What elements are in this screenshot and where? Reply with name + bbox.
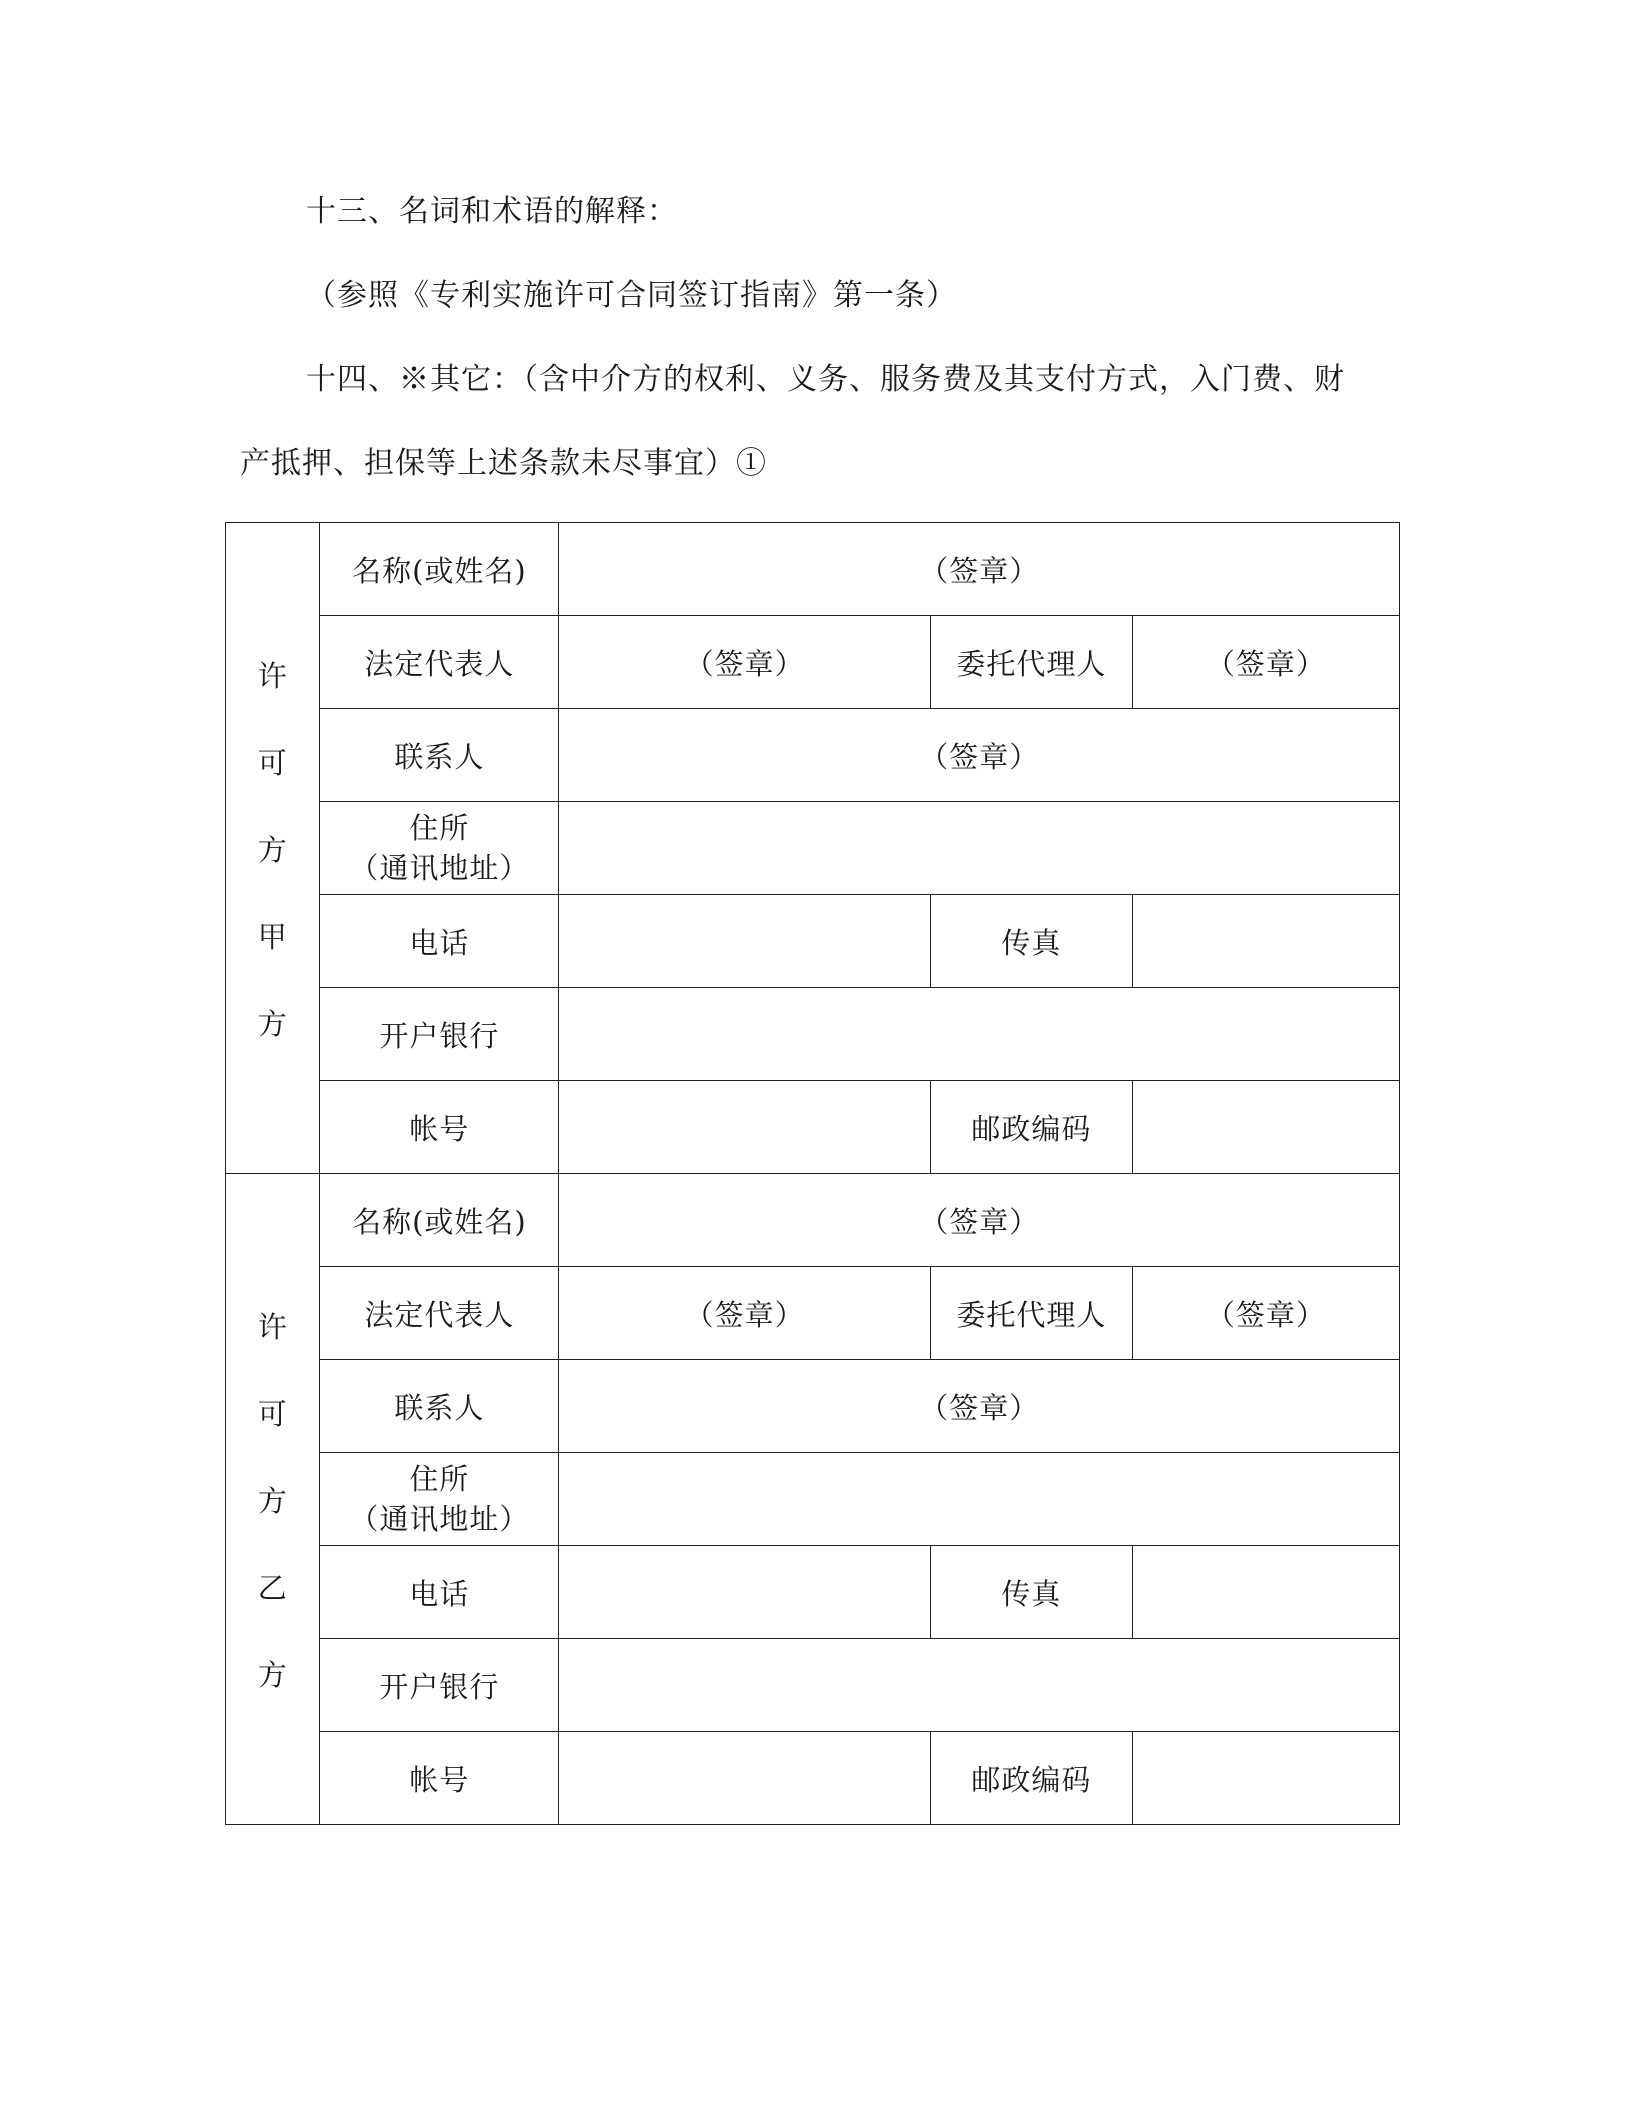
clause-14-line-1: 十四、※其它：（含中介方的权利、义务、服务费及其支付方式，入门费、财	[306, 362, 1345, 397]
agent-label: 委托代理人	[930, 1267, 1132, 1360]
party-a-legal-rep-field[interactable]	[559, 616, 931, 709]
address-label-line-1: 住所	[409, 811, 470, 845]
party-a-char: 许	[257, 658, 288, 693]
seal-placeholder: （签章）	[919, 739, 1040, 774]
seal-placeholder: （签章）	[919, 553, 1040, 588]
party-a-name-field[interactable]	[559, 523, 1400, 616]
signature-table	[225, 522, 1400, 1825]
party-a-contact-field[interactable]	[559, 709, 1400, 802]
party-a-address-field[interactable]	[559, 802, 1400, 895]
party-b-char: 乙	[257, 1570, 288, 1605]
seal-placeholder: （签章）	[1205, 646, 1326, 681]
party-b-address-row	[226, 1453, 1400, 1546]
address-label	[320, 1453, 559, 1546]
clause-13-reference: （参照《专利实施许可合同签订指南》第一条）	[306, 278, 957, 313]
party-a-char: 方	[257, 1006, 288, 1041]
party-a-account-field[interactable]	[559, 1081, 931, 1174]
contact-label: 联系人	[320, 1360, 559, 1453]
name-label: 名称(或姓名)	[320, 523, 559, 616]
contact-label: 联系人	[320, 709, 559, 802]
address-label-line-1: 住所	[409, 1462, 470, 1496]
party-a-address-row	[226, 802, 1400, 895]
party-b-account-row	[226, 1732, 1400, 1825]
postcode-label: 邮政编码	[930, 1081, 1132, 1174]
fax-label: 传真	[930, 895, 1132, 988]
party-b-postcode-field[interactable]	[1132, 1732, 1399, 1825]
party-b-label	[226, 1174, 320, 1825]
party-a-legal-rep-row	[226, 616, 1400, 709]
party-a-postcode-field[interactable]	[1132, 1081, 1399, 1174]
party-b-address-field[interactable]	[559, 1453, 1400, 1546]
party-b-legal-rep-field[interactable]	[559, 1267, 931, 1360]
party-a-char: 方	[257, 832, 288, 867]
party-b-bank-field[interactable]	[559, 1639, 1400, 1732]
party-b-contact-row	[226, 1360, 1400, 1453]
seal-placeholder: （签章）	[1205, 1297, 1326, 1332]
party-a-fax-field[interactable]	[1132, 895, 1399, 988]
party-b-bank-row	[226, 1639, 1400, 1732]
party-a-agent-field[interactable]	[1132, 616, 1399, 709]
address-label	[320, 802, 559, 895]
legal-rep-label: 法定代表人	[320, 1267, 559, 1360]
name-label: 名称(或姓名)	[320, 1174, 559, 1267]
seal-placeholder: （签章）	[684, 646, 805, 681]
party-a-account-row	[226, 1081, 1400, 1174]
party-b-account-field[interactable]	[559, 1732, 931, 1825]
address-label-line-2: （通讯地址）	[349, 851, 530, 885]
party-b-contact-field[interactable]	[559, 1360, 1400, 1453]
phone-label: 电话	[320, 895, 559, 988]
fax-label: 传真	[930, 1546, 1132, 1639]
party-b-fax-field[interactable]	[1132, 1546, 1399, 1639]
bank-label: 开户银行	[320, 988, 559, 1081]
postcode-label: 邮政编码	[930, 1732, 1132, 1825]
party-a-bank-row	[226, 988, 1400, 1081]
party-a-name-row	[226, 523, 1400, 616]
party-b-phone-field[interactable]	[559, 1546, 931, 1639]
account-label: 帐号	[320, 1081, 559, 1174]
party-a-contact-row	[226, 709, 1400, 802]
party-b-name-row	[226, 1174, 1400, 1267]
account-label: 帐号	[320, 1732, 559, 1825]
legal-rep-label: 法定代表人	[320, 616, 559, 709]
seal-placeholder: （签章）	[919, 1204, 1040, 1239]
agent-label: 委托代理人	[930, 616, 1132, 709]
party-a-label	[226, 523, 320, 1174]
clause-14-line-2: 产抵押、担保等上述条款未尽事宜）①	[240, 446, 767, 481]
party-b-char: 方	[257, 1483, 288, 1518]
party-a-char: 甲	[257, 919, 288, 954]
party-b-name-field[interactable]	[559, 1174, 1400, 1267]
party-b-phone-row	[226, 1546, 1400, 1639]
seal-placeholder: （签章）	[919, 1390, 1040, 1425]
phone-label: 电话	[320, 1546, 559, 1639]
party-a-char: 可	[257, 745, 288, 780]
party-b-char: 方	[257, 1657, 288, 1692]
bank-label: 开户银行	[320, 1639, 559, 1732]
party-b-char: 许	[257, 1309, 288, 1344]
party-a-phone-row	[226, 895, 1400, 988]
clause-13-heading: 十三、名词和术语的解释：	[306, 194, 678, 229]
party-b-char: 可	[257, 1396, 288, 1431]
party-a-bank-field[interactable]	[559, 988, 1400, 1081]
party-b-legal-rep-row	[226, 1267, 1400, 1360]
party-a-phone-field[interactable]	[559, 895, 931, 988]
address-label-line-2: （通讯地址）	[349, 1502, 530, 1536]
seal-placeholder: （签章）	[684, 1297, 805, 1332]
party-b-agent-field[interactable]	[1132, 1267, 1399, 1360]
